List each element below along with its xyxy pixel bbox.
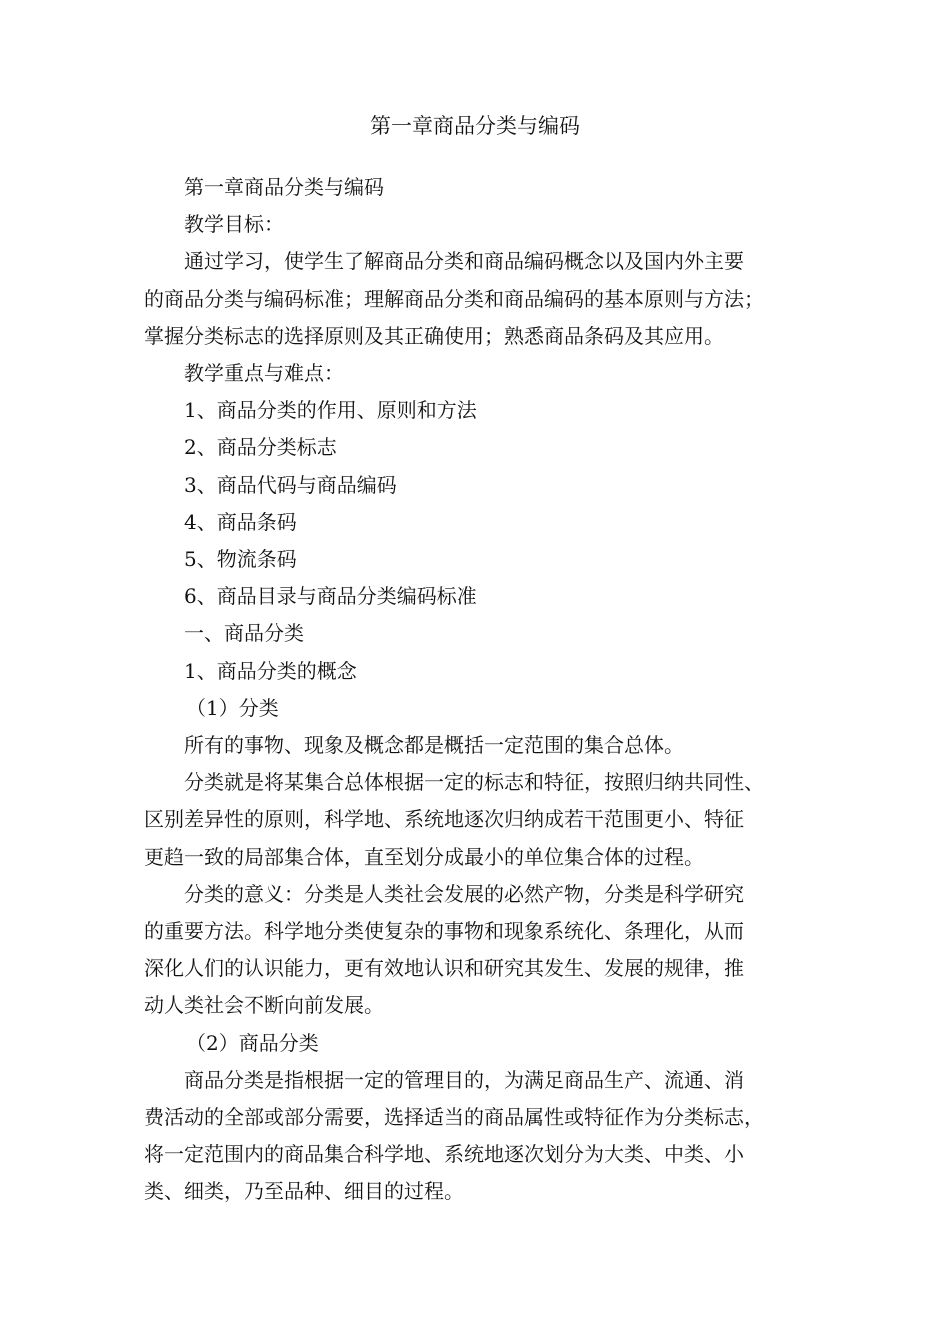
paragraph-key-points-label: 教学重点与难点： [184,361,344,386]
document-title: 第一章商品分类与编码 [370,114,580,138]
paragraph-set-concept: 所有的事物、现象及概念都是概括一定范围的集合总体。 [184,733,684,758]
subsubsection-heading-commodity-classification: （2）商品分类 [186,1030,319,1055]
list-item-key-point-5: 5、物流条码 [184,547,297,572]
section-heading-classification: 一、商品分类 [184,621,304,646]
paragraph-classification-definition: 分类就是将某集合总体根据一定的标志和特征，按照归纳共同性、 区别差异性的原则，科学地、系统地逐次归纳成若干范围更小、特征 更趋一致的局部集合体，直至划分成最小的单位集合体的过程。 [144,770,764,869]
list-item-key-point-2: 2、商品分类标志 [184,435,337,460]
subsection-heading-concept: 1、商品分类的概念 [184,658,357,683]
subsubsection-heading-classification: （1）分类 [186,695,279,720]
paragraph-classification-significance: 分类的意义：分类是人类社会发展的必然产物，分类是科学研究 的重要方法。科学地分类使复杂的事物和现象系统化、条理化，从而 深化人们的认识能力，更有效地认识和研究其发生、发展的规律，推 动人类社会不断向前发展。 [144,881,744,1018]
paragraph-teaching-goals-label: 教学目标： [184,212,284,237]
document-body [144,169,814,1211]
paragraph-teaching-goals: 通过学习，使学生了解商品分类和商品编码概念以及国内外主要 的商品分类与编码标准；理解商品分类和商品编码的基本原则与方法； 掌握分类标志的选择原则及其正确使用；熟悉商品条码及其应用。 [144,249,764,348]
paragraph-commodity-classification-definition: 商品分类是指根据一定的管理目的，为满足商品生产、流通、消 费活动的全部或部分需要，选择适当的商品属性或特征作为分类标志， 将一定范围内的商品集合科学地、系统地逐次划分为大类、中类、小 类、细类，乃至品种、细目的过程。 [144,1067,764,1204]
list-item-key-point-6: 6、商品目录与商品分类编码标准 [184,584,477,609]
list-item-key-point-1: 1、商品分类的作用、原则和方法 [184,398,477,423]
list-item-key-point-4: 4、商品条码 [184,509,297,534]
paragraph-chapter-heading: 第一章商品分类与编码 [184,175,384,199]
list-item-key-point-3: 3、商品代码与商品编码 [184,472,397,497]
